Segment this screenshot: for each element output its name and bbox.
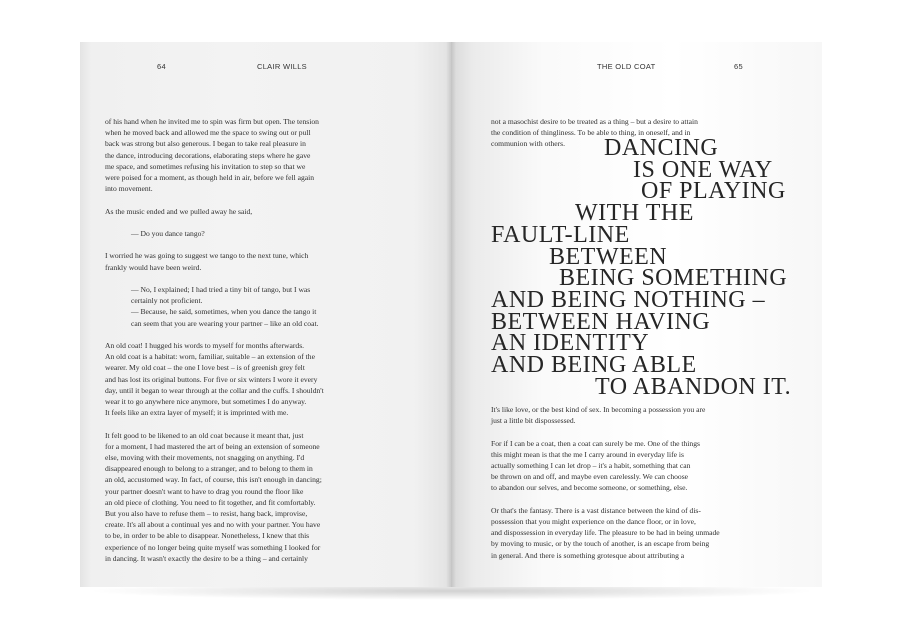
text-line: back was strong but also generous. I began to take real pleasure in <box>105 139 306 149</box>
text-line: the dance, introducing decorations, elaborating steps where he gave <box>105 150 311 160</box>
pull-quote-line: AND BEING NOTHING – <box>491 286 766 313</box>
text-line: when he moved back and allowed me the space to swing out or pull <box>105 128 311 138</box>
text-line: me space, and sometimes refusing his invitation to step so that we <box>105 161 306 171</box>
text-line: experience of no longer being quite myself was something I looked for <box>105 542 321 552</box>
text-line: else, moving with their movements, not snagging on anything. I'd <box>105 453 305 462</box>
text-line: and has lost its original buttons. For five or six winters I wore it every <box>105 374 318 384</box>
text-line: were poised for a moment, as though held in air, before we fell again <box>105 173 315 183</box>
book-gutter <box>446 42 456 587</box>
text-line: But you also have to refuse them – to resist, hang back, improvise, <box>105 509 308 519</box>
pull-quote-line: BEING SOMETHING <box>559 265 788 292</box>
left-page <box>80 42 451 587</box>
text-line: can seem that you are wearing your partner – like an old coat. <box>131 318 319 328</box>
text-line: by moving to music, or by the touch of another, is an escape from being <box>491 539 710 549</box>
text-line: be thrown on and off, and maybe even carelessly. We can choose <box>491 472 689 482</box>
text-line: certainly not proficient. <box>131 296 203 306</box>
text-line: As the music ended and we pulled away he said, <box>105 206 253 216</box>
text-line: not a masochist desire to be treated as a thing – but a desire to attain <box>491 117 698 126</box>
pull-quote-line: AND BEING ABLE <box>491 352 697 379</box>
pull-quote-line: BETWEEN HAVING <box>491 308 711 335</box>
pull-quote-line: OF PLAYING <box>641 178 786 205</box>
text-line: frankly would have been weird. <box>105 262 202 272</box>
paragraph <box>105 206 440 217</box>
pull-quote-line: IS ONE WAY <box>633 156 773 183</box>
text-line: create. It's all about a continual yes and no with your partner. You have <box>105 520 321 530</box>
paragraph <box>105 340 440 418</box>
pull-quote-line: WITH THE <box>575 200 694 227</box>
text-line: It's like love, or the best kind of sex. In becoming a possession you are <box>491 405 706 414</box>
text-line: into movement. <box>105 184 153 194</box>
paragraph <box>105 284 440 329</box>
right-body-text <box>491 404 811 572</box>
text-line: for a moment, I had mastered the art of being an extension of someone <box>105 441 320 451</box>
right-page-number: 65 <box>734 62 743 71</box>
text-line: communion with others. <box>491 139 566 149</box>
text-line: in dancing. It wasn't exactly the desire to be a thing – and certainly <box>105 553 308 563</box>
right-page <box>451 42 822 587</box>
text-line: An old coat! I hugged his words to myself for months afterwards. <box>105 340 305 350</box>
text-line: — No, I explained; I had tried a tiny bit of tango, but I was <box>131 284 311 294</box>
left-running-head: CLAIR WILLS <box>257 62 307 71</box>
text-line: this might mean is that the me I carry around in everyday life is <box>491 449 684 459</box>
text-line: possession that you might experience on the dance floor, or in love, <box>491 517 696 526</box>
text-line: — Do you dance tango? <box>131 229 205 238</box>
text-line: disappeared enough to belong to a stranger, and to belong to them in <box>105 464 313 474</box>
text-line: the condition of thingliness. To be able to thing, in oneself, and in <box>491 128 691 138</box>
text-line: your partner doesn't want to have to drag you round the floor like <box>105 486 304 496</box>
paragraph <box>105 250 440 272</box>
text-line: to abandon our selves, and become someone, or something, else. <box>491 483 688 493</box>
pull-quote <box>491 135 821 400</box>
text-line: It felt good to be likened to an old coat because it meant that, just <box>105 430 304 440</box>
text-line: of his hand when he invited me to spin was firm but open. The tension <box>105 117 319 126</box>
text-line: — Because, he said, sometimes, when you dance the tango it <box>131 307 317 317</box>
text-line: I worried he was going to suggest we tango to the next tune, which <box>105 251 309 261</box>
text-line: an old piece of clothing. You need to fit together, and fit comfortably. <box>105 497 316 507</box>
paragraph <box>105 430 440 564</box>
pull-quote-line: TO ABANDON IT. <box>595 373 792 400</box>
paragraph <box>491 404 811 426</box>
text-line: wear it to go anywhere nice anymore, but sometimes I do anyway. <box>105 397 307 406</box>
text-line: actually something I can let drop – it's a habit, something that can <box>491 461 691 470</box>
pull-quote-line: DANCING <box>604 135 719 161</box>
text-line: to be, in order to be able to disappear. Nonetheless, I knew that this <box>105 531 310 541</box>
paragraph <box>491 505 811 561</box>
pull-quote-line: BETWEEN <box>549 243 668 270</box>
left-page-number: 64 <box>157 62 166 71</box>
text-line: wearer. My old coat – the one I love best – is of greenish grey felt <box>105 363 305 373</box>
paragraph <box>105 228 440 239</box>
text-line: An old coat is a habitat: worn, familiar, suitable – an extension of the <box>105 352 315 362</box>
text-line: It feels like an extra layer of myself; it is imprinted with me. <box>105 408 289 418</box>
text-line: an old, accustomed way. In fact, of course, this isn't enough in dancing; <box>105 475 322 485</box>
pull-quote-line: FAULT-LINE <box>491 221 630 248</box>
text-line: in general. And there is something grotesque about attributing a <box>491 550 685 560</box>
text-line: and dispossession in everyday life. The pleasure to be had in being unmade <box>491 528 720 538</box>
text-line: Or that's the fantasy. There is a vast distance between the kind of dis- <box>491 505 701 515</box>
left-body-text <box>105 116 440 575</box>
text-line: just a little bit dispossessed. <box>491 416 576 426</box>
paragraph <box>105 116 440 194</box>
pull-quote-line: AN IDENTITY <box>491 330 650 357</box>
right-running-head: THE OLD COAT <box>597 62 656 71</box>
paragraph <box>491 438 811 494</box>
text-line: day, until it began to wear through at the collar and the cuffs. I shouldn't <box>105 385 324 395</box>
text-line: For if I can be a coat, then a coat can surely be me. One of the things <box>491 438 700 448</box>
